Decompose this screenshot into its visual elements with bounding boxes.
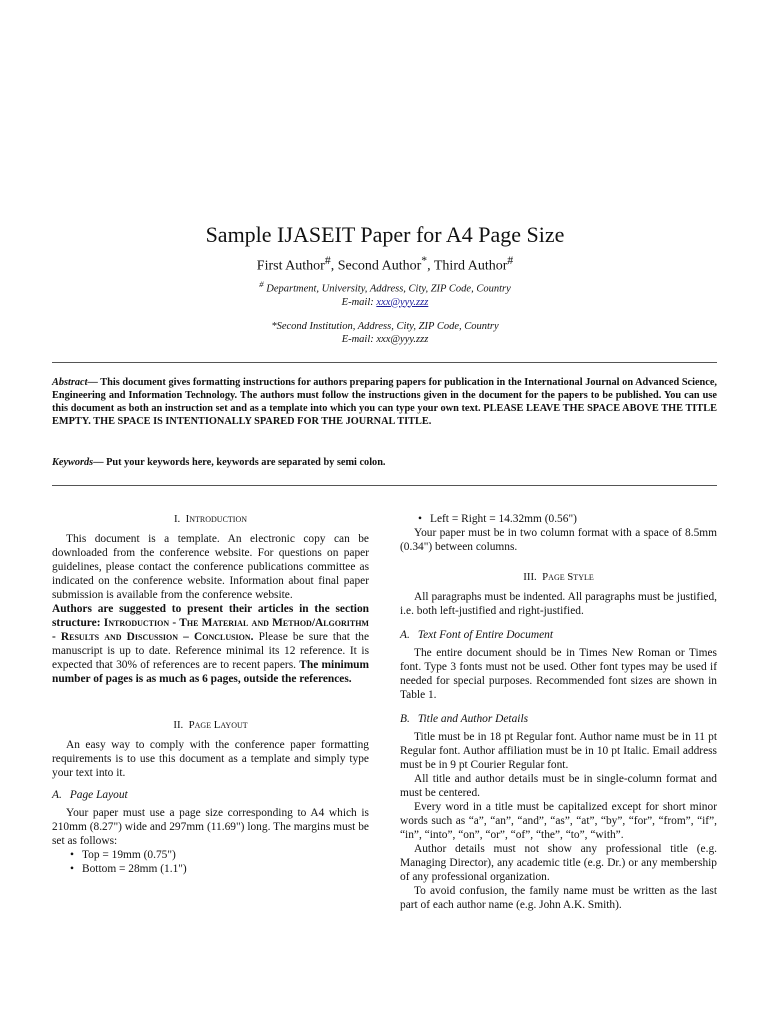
subsection-a-letter: A. xyxy=(400,629,410,641)
section-heading-page-style xyxy=(400,570,717,584)
layout-paragraph: An easy way to comply with the conference paper formatting requirements is to use this document as a template and simply type your text into it. xyxy=(52,739,369,779)
title-paragraph-3: Every word in a title must be capitalized except for short minor words such as “a”, “an”, “and”, “as”, “at”, “by”, “for”, “from”, “if”, “in”, “into”, “on”, “or”, “of”, “the”, “to”, “with”. xyxy=(400,801,717,841)
intro-structure: Introduction - The Material and Method/Algorithm - Results and Discussion – Conclusion. xyxy=(52,617,369,643)
author-line: First Author#, Second Author*, Third Author# xyxy=(256,254,514,274)
section-2-number: II. xyxy=(173,719,184,731)
abstract-dash: — xyxy=(87,377,98,388)
page-size-paragraph: Your paper must use a page size corresponding to A4 which is 210mm (8.27") wide and 297mm (11.69") long. The margins must be set as follows: xyxy=(52,807,369,847)
subsection-page-layout xyxy=(52,788,369,802)
section-3-number: III. xyxy=(523,571,537,583)
affiliation-2-text: *Second Institution, Address, City, ZIP Code, Country xyxy=(271,321,499,332)
margin-list-continued xyxy=(400,512,717,526)
author-3-mark: # xyxy=(507,254,514,267)
keywords-label: Keywords xyxy=(52,457,94,468)
affiliation-1-text: Department, University, Address, City, ZIP Code, Country xyxy=(266,283,511,295)
subsection-a-title: Text Font of Entire Document xyxy=(417,629,554,641)
affiliation-2-email: E-mail: xxx@yyy.zzz xyxy=(341,334,429,345)
affiliation-1-mark: # xyxy=(259,279,264,289)
title-paragraph-1: Title must be in 18 pt Regular font. Author name must be in 11 pt Regular font. Author affiliation must be in 10 pt Italic. Email address must be in 9 pt Courier Regular font. xyxy=(400,731,717,771)
title-paragraph-2: All title and author details must be in single-column format and must be centered. xyxy=(400,773,717,799)
intro-bold-1: Authors are suggested to present their articles in the section structure: xyxy=(52,603,369,629)
author-3: Third Author xyxy=(433,258,508,274)
left-column xyxy=(52,512,369,876)
intro-paragraph-1: This document is a template. An electronic copy can be downloaded from the conference website. For questions on paper guidelines, please contact the conference publications committee as indicated on the conference website. Information about final paper submission is available from the conference website. xyxy=(52,533,369,601)
keywords-dash: — xyxy=(93,457,104,468)
right-column xyxy=(400,512,717,912)
title-paragraph-5: To avoid confusion, the family name must be written as the last part of each author name (e.g. John A.K. Smith). xyxy=(400,885,717,911)
section-heading-introduction xyxy=(52,512,369,526)
email-label: E-mail: xyxy=(341,296,374,308)
list-item: • Bottom = 28mm (1.1") xyxy=(82,862,369,876)
title-paragraph-4: Author details must not show any professional title (e.g. Managing Director), any academic title (e.g. Dr.) or any membership of any professional organization. xyxy=(400,843,717,883)
email-link[interactable]: xxx@yyy.zzz xyxy=(376,296,429,308)
intro-bold-2: The minimum number of pages is as much as 6 pages, outside the references. xyxy=(52,659,370,685)
section-3-title: Page Style xyxy=(542,571,594,583)
author-1-mark: # xyxy=(324,254,331,267)
subsection-title-author xyxy=(400,712,717,726)
keywords xyxy=(52,457,717,468)
section-1-title: Introduction xyxy=(185,513,248,525)
subsection-b-title: Title and Author Details xyxy=(417,713,529,725)
divider-top xyxy=(52,362,717,363)
intro-paragraph-2 xyxy=(52,602,369,686)
list-item: • Left = Right = 14.32mm (0.56") xyxy=(430,512,717,526)
font-paragraph: The entire document should be in Times New Roman or Times font. Type 3 fonts must not be used. Other font types may be used if needed for special purposes. Recommended font sizes are shown in Table 1. xyxy=(400,647,717,701)
subsection-b-letter: B. xyxy=(400,713,410,725)
affiliation-2 xyxy=(0,320,770,346)
page-style-paragraph: All paragraphs must be indented. All paragraphs must be justified, i.e. both left-justified and right-justified. xyxy=(400,591,717,617)
section-2-title: Page Layout xyxy=(188,719,248,731)
author-2-mark: * xyxy=(421,254,428,267)
paper-title: Sample IJASEIT Paper for A4 Page Size xyxy=(205,222,565,247)
author-2: Second Author xyxy=(337,258,422,274)
abstract xyxy=(52,376,717,428)
section-1-number: I. xyxy=(173,513,181,525)
subsection-text-font xyxy=(400,628,717,642)
affiliation-1 xyxy=(0,278,770,309)
abstract-label: Abstract xyxy=(52,377,88,388)
abstract-text: This document gives formatting instructions for authors preparing papers for publication in the International Journal on Advanced Science, Engineering and Information Technology. The authors must follow the instructions given in the document for the papers to be published. You can use this document as both an instruction set and as a template into which you can type your own text. PLEASE LEAVE THE SPACE ABOVE THE TITLE EMPTY. THE SPACE IS INTENTIONALLY SPARED FOR THE JOURNAL TITLE. xyxy=(52,377,717,427)
author-1: First Author xyxy=(256,258,325,274)
list-item: • Top = 19mm (0.75") xyxy=(82,848,369,862)
subsection-a-title: Page Layout xyxy=(69,789,128,801)
intro-text: Please be sure that the manuscript is up to date. Reference minimal its 12 reference. It is expected that 30% of references are to recent papers. xyxy=(52,631,369,671)
keywords-text: Put your keywords here, keywords are separated by semi colon. xyxy=(103,457,386,468)
divider-bottom xyxy=(52,485,717,486)
columns-paragraph: Your paper must be in two column format with a space of 8.5mm (0.34") between columns. xyxy=(400,527,717,553)
section-heading-page-layout xyxy=(52,718,369,732)
margin-list xyxy=(52,848,369,876)
subsection-a-letter: A. xyxy=(52,789,62,801)
